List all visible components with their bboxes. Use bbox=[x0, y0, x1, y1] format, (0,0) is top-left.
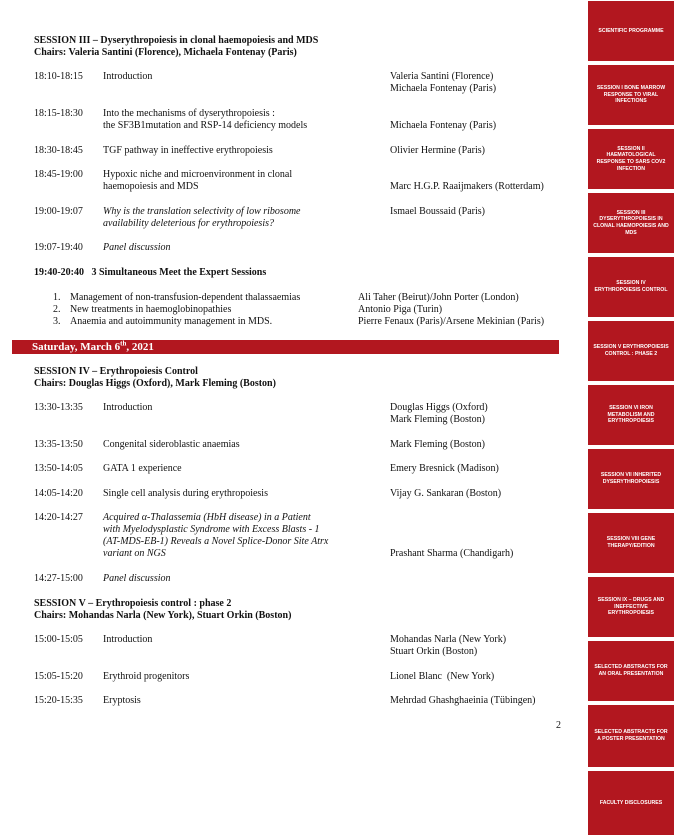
row-title: Acquired α-Thalassemia (HbH disease) in a Patient bbox=[103, 512, 311, 523]
session-5-heading: SESSION V – Erythropoiesis control : phase 2 bbox=[34, 598, 232, 609]
sidebar-item-session-4[interactable]: SESSION IV ERYTHROPOIESIS CONTROL bbox=[588, 257, 674, 317]
row-time: 15:05-15:20 bbox=[34, 671, 83, 682]
row-speaker: Emery Bresnick (Madison) bbox=[390, 463, 499, 474]
session-4-heading: SESSION IV – Erythropoiesis Control bbox=[34, 366, 198, 377]
row-title: Into the mechanisms of dyserythropoiesis : bbox=[103, 108, 275, 119]
session-4-chairs: Chairs: Douglas Higgs (Oxford), Mark Fleming (Boston) bbox=[34, 378, 276, 389]
row-title: variant on NGS bbox=[103, 548, 166, 559]
list-title: Management of non-transfusion-dependent thalassaemias bbox=[70, 292, 301, 303]
row-title: Panel discussion bbox=[103, 573, 171, 584]
row-speaker: Olivier Hermine (Paris) bbox=[390, 145, 485, 156]
row-time: 13:30-13:35 bbox=[34, 402, 83, 413]
row-title: the SF3B1mutation and RSP-14 deficiency models bbox=[103, 120, 308, 131]
list-number: 2. bbox=[53, 304, 61, 315]
sidebar-item-session-1[interactable]: SESSION I BONE MARROW RESPONSE TO VIRAL INFECTIONS bbox=[588, 65, 674, 125]
list-number: 3. bbox=[53, 316, 61, 327]
row-time: 13:50-14:05 bbox=[34, 463, 83, 474]
list-number: 1. bbox=[53, 292, 61, 303]
row-time: 18:15-18:30 bbox=[34, 108, 83, 119]
row-title: TGF pathway in ineffective erythropoiesis bbox=[103, 145, 273, 156]
list-speaker: Antonio Piga (Turin) bbox=[358, 304, 443, 315]
list-title: Anaemia and autoimmunity management in MDS. bbox=[70, 316, 273, 327]
list-title: New treatments in haemoglobinopathies bbox=[70, 304, 232, 315]
row-time: 19:07-19:40 bbox=[34, 242, 83, 253]
row-time: 14:27-15:00 bbox=[34, 573, 83, 584]
row-speaker: Prashant Sharma (Chandigarh) bbox=[390, 548, 514, 559]
list-speaker: Ali Taher (Beirut)/John Porter (London) bbox=[358, 292, 519, 303]
row-title: Introduction bbox=[103, 402, 153, 413]
row-speaker: Mohandas Narla (New York) bbox=[390, 634, 507, 645]
sidebar-item-session-3[interactable]: SESSION III DYSERYTHROPOIESIS IN CLONAL HAEMOPOIESIS AND MDS bbox=[588, 193, 674, 253]
sidebar-nav bbox=[588, 0, 676, 836]
session-3-chairs: Chairs: Valeria Santini (Florence), Michaela Fontenay (Paris) bbox=[34, 47, 297, 58]
row-time: 14:20-14:27 bbox=[34, 512, 83, 523]
row-title: Congenital sideroblastic anaemias bbox=[103, 439, 240, 450]
row-time: 13:35-13:50 bbox=[34, 439, 83, 450]
sidebar-item-session-8[interactable]: SESSION VIII GENE THERAPY/EDITION bbox=[588, 513, 674, 573]
row-title: Erythroid progenitors bbox=[103, 671, 190, 682]
row-title: (AT-MDS-EB-1) Reveals a Novel Splice-Donor Site Atrx bbox=[103, 536, 329, 547]
session-5-chairs: Chairs: Mohandas Narla (New York), Stuart Orkin (Boston) bbox=[34, 610, 292, 621]
row-speaker: Marc H.G.P. Raaijmakers (Rotterdam) bbox=[390, 181, 544, 192]
row-title: Single cell analysis during erythropoiesis bbox=[103, 488, 268, 499]
row-title: Introduction bbox=[103, 634, 153, 645]
session-3-heading: SESSION III – Dyserythropoiesis in clonal haemopoiesis and MDS bbox=[34, 35, 319, 46]
row-title: Introduction bbox=[103, 71, 153, 82]
row-time: 18:30-18:45 bbox=[34, 145, 83, 156]
row-speaker: Michaela Fontenay (Paris) bbox=[390, 83, 497, 94]
row-time: 18:10-18:15 bbox=[34, 71, 83, 82]
row-title: Eryptosis bbox=[103, 695, 141, 706]
sidebar-item-session-2[interactable]: SESSION II HAEMATOLOGICAL RESPONSE TO SARS COV2 INFECTION bbox=[588, 129, 674, 189]
row-time: 15:20-15:35 bbox=[34, 695, 83, 706]
row-speaker: Valeria Santini (Florence) bbox=[390, 71, 494, 82]
meet-the-expert-heading: 19:40-20:40 3 Simultaneous Meet the Expert Sessions bbox=[34, 267, 267, 278]
row-time: 19:00-19:07 bbox=[34, 206, 83, 217]
sidebar-item-poster-abstracts[interactable]: SELECTED ABSTRACTS FOR A POSTER PRESENTATION bbox=[588, 705, 674, 767]
sidebar-item-oral-abstracts[interactable]: SELECTED ABSTRACTS FOR AN ORAL PRESENTATION bbox=[588, 641, 674, 701]
row-time: 14:05-14:20 bbox=[34, 488, 83, 499]
row-speaker: Mehrdad Ghashghaeinia (Tübingen) bbox=[390, 695, 536, 706]
row-speaker: Lionel Blanc (New York) bbox=[390, 671, 495, 682]
date-text: Saturday, March 6th, 2021 bbox=[32, 339, 154, 353]
sidebar-item-session-9[interactable]: SESSION IX – DRUGS AND INEFFECTIVE ERYTHROPOIESIS bbox=[588, 577, 674, 637]
row-speaker: Mark Fleming (Boston) bbox=[390, 414, 485, 425]
row-time: 18:45-19:00 bbox=[34, 169, 83, 180]
row-title: Why is the translation selectivity of low ribosome bbox=[103, 206, 301, 217]
row-title: GATA 1 experience bbox=[103, 463, 182, 474]
row-title: Hypoxic niche and microenvironment in clonal bbox=[103, 169, 293, 180]
sidebar-item-session-6[interactable]: SESSION VI IRON METABOLISM AND ERYTHROPOIESIS bbox=[588, 385, 674, 445]
sidebar-item-faculty-disclosures[interactable]: FACULTY DISCLOSURES bbox=[588, 771, 674, 835]
sidebar-item-session-5[interactable]: SESSION V ERYTHROPOIESIS CONTROL : PHASE 2 bbox=[588, 321, 674, 381]
page-number: 2 bbox=[556, 720, 561, 731]
sidebar-item-scientific-programme[interactable]: SCIENTIFIC PROGRAMME bbox=[588, 1, 674, 61]
row-speaker: Mark Fleming (Boston) bbox=[390, 439, 485, 450]
list-speaker: Pierre Fenaux (Paris)/Arsene Mekinian (Paris) bbox=[358, 316, 545, 327]
row-time: 15:00-15:05 bbox=[34, 634, 83, 645]
date-banner bbox=[12, 340, 559, 354]
row-title: availability deleterious for erythropoiesis? bbox=[103, 218, 274, 229]
sidebar-item-session-7[interactable]: SESSION VII INHERITED DYSERYTHROPOIESIS bbox=[588, 449, 674, 509]
row-title: Panel discussion bbox=[103, 242, 171, 253]
row-speaker: Vijay G. Sankaran (Boston) bbox=[390, 488, 502, 499]
row-title: haemopoiesis and MDS bbox=[103, 181, 199, 192]
row-speaker: Stuart Orkin (Boston) bbox=[390, 646, 478, 657]
row-speaker: Ismael Boussaid (Paris) bbox=[390, 206, 485, 217]
row-speaker: Michaela Fontenay (Paris) bbox=[390, 120, 497, 131]
row-title: with Myelodysplastic Syndrome with Excess Blasts - 1 bbox=[103, 524, 320, 535]
row-speaker: Douglas Higgs (Oxford) bbox=[390, 402, 488, 413]
